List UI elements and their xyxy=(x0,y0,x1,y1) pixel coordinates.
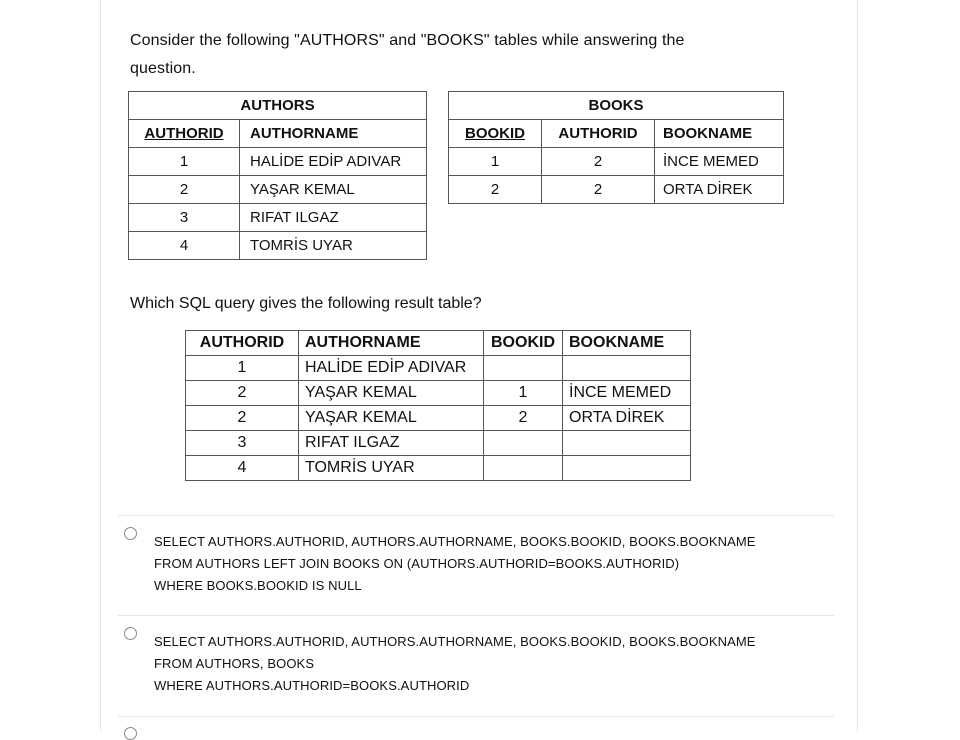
result-cell-authorname: YAŞAR KEMAL xyxy=(299,406,484,431)
table-row xyxy=(186,406,691,431)
result-header-authorname: AUTHORNAME xyxy=(299,331,484,356)
result-cell-authorname: YAŞAR KEMAL xyxy=(299,381,484,406)
authors-cell-id: 3 xyxy=(129,204,240,232)
table-row xyxy=(186,381,691,406)
result-cell-bookname xyxy=(563,431,691,456)
radio-button[interactable] xyxy=(124,727,137,740)
sql-line: FROM AUTHORS, BOOKS xyxy=(154,656,315,671)
table-row xyxy=(186,356,691,381)
result-cell-authorid: 2 xyxy=(186,406,299,431)
table-row xyxy=(129,176,427,204)
authors-table xyxy=(128,91,427,260)
books-cell-authorid: 2 xyxy=(542,148,655,176)
result-header-bookid: BOOKID xyxy=(484,331,563,356)
result-cell-authorname: TOMRİS UYAR xyxy=(299,456,484,481)
result-header-bookname: BOOKNAME xyxy=(563,331,691,356)
books-header-authorid: AUTHORID xyxy=(542,120,655,148)
result-cell-bookname: ORTA DİREK xyxy=(563,406,691,431)
books-table xyxy=(448,91,784,204)
table-row xyxy=(129,148,427,176)
question-text: Which SQL query gives the following result table? xyxy=(130,295,482,312)
result-cell-bookid: 2 xyxy=(484,406,563,431)
authors-table-title: AUTHORS xyxy=(129,92,427,120)
books-cell-bookid: 1 xyxy=(449,148,542,176)
option-divider xyxy=(118,615,834,616)
result-cell-authorid: 1 xyxy=(186,356,299,381)
authors-cell-name: YAŞAR KEMAL xyxy=(240,176,427,204)
result-cell-authorname: HALİDE EDİP ADIVAR xyxy=(299,356,484,381)
result-cell-bookid xyxy=(484,356,563,381)
result-cell-authorname: RIFAT ILGAZ xyxy=(299,431,484,456)
table-row xyxy=(449,176,784,204)
intro-line-2: question. xyxy=(130,60,196,77)
authors-header-authorname: AUTHORNAME xyxy=(240,120,427,148)
result-cell-authorid: 3 xyxy=(186,431,299,456)
authors-cell-id: 1 xyxy=(129,148,240,176)
authors-cell-id: 2 xyxy=(129,176,240,204)
option-divider xyxy=(118,515,834,516)
books-cell-bookname: ORTA DİREK xyxy=(655,176,784,204)
table-row xyxy=(129,232,427,260)
books-table-title: BOOKS xyxy=(449,92,784,120)
result-cell-bookname xyxy=(563,456,691,481)
result-cell-bookname xyxy=(563,356,691,381)
result-cell-bookid: 1 xyxy=(484,381,563,406)
radio-button[interactable] xyxy=(124,627,137,640)
radio-button[interactable] xyxy=(124,527,137,540)
sql-line: SELECT AUTHORS.AUTHORID, AUTHORS.AUTHORNAME, BOOKS.BOOKID, BOOKS.BOOKNAME xyxy=(154,534,756,549)
result-cell-bookid xyxy=(484,431,563,456)
table-row xyxy=(449,148,784,176)
books-header-row xyxy=(449,120,784,148)
table-row xyxy=(129,204,427,232)
result-cell-authorid: 2 xyxy=(186,381,299,406)
sql-line: WHERE AUTHORS.AUTHORID=BOOKS.AUTHORID xyxy=(154,678,470,693)
result-table xyxy=(185,330,691,481)
books-cell-authorid: 2 xyxy=(542,176,655,204)
authors-title-row xyxy=(129,92,427,120)
books-cell-bookname: İNCE MEMED xyxy=(655,148,784,176)
books-title-row xyxy=(449,92,784,120)
result-header-row xyxy=(186,331,691,356)
authors-header-authorid: AUTHORID xyxy=(129,120,240,148)
sql-line: SELECT AUTHORS.AUTHORID, AUTHORS.AUTHORNAME, BOOKS.BOOKID, BOOKS.BOOKNAME xyxy=(154,634,756,649)
authors-header-row xyxy=(129,120,427,148)
authors-cell-name: RIFAT ILGAZ xyxy=(240,204,427,232)
authors-cell-name: HALİDE EDİP ADIVAR xyxy=(240,148,427,176)
books-cell-bookid: 2 xyxy=(449,176,542,204)
books-header-bookid: BOOKID xyxy=(449,120,542,148)
table-row xyxy=(186,456,691,481)
option-divider xyxy=(118,716,834,717)
books-header-bookname: BOOKNAME xyxy=(655,120,784,148)
result-header-authorid: AUTHORID xyxy=(186,331,299,356)
sql-line: FROM AUTHORS LEFT JOIN BOOKS ON (AUTHORS.AUTHORID=BOOKS.AUTHORID) xyxy=(154,556,680,571)
authors-cell-name: TOMRİS UYAR xyxy=(240,232,427,260)
option-sql-text xyxy=(154,631,756,697)
table-row xyxy=(186,431,691,456)
authors-cell-id: 4 xyxy=(129,232,240,260)
intro-line-1: Consider the following "AUTHORS" and "BOOKS" tables while answering the xyxy=(130,32,685,49)
sql-line: WHERE BOOKS.BOOKID IS NULL xyxy=(154,578,362,593)
option-sql-text xyxy=(154,531,756,597)
result-cell-bookid xyxy=(484,456,563,481)
question-intro xyxy=(130,27,770,83)
result-cell-authorid: 4 xyxy=(186,456,299,481)
result-cell-bookname: İNCE MEMED xyxy=(563,381,691,406)
